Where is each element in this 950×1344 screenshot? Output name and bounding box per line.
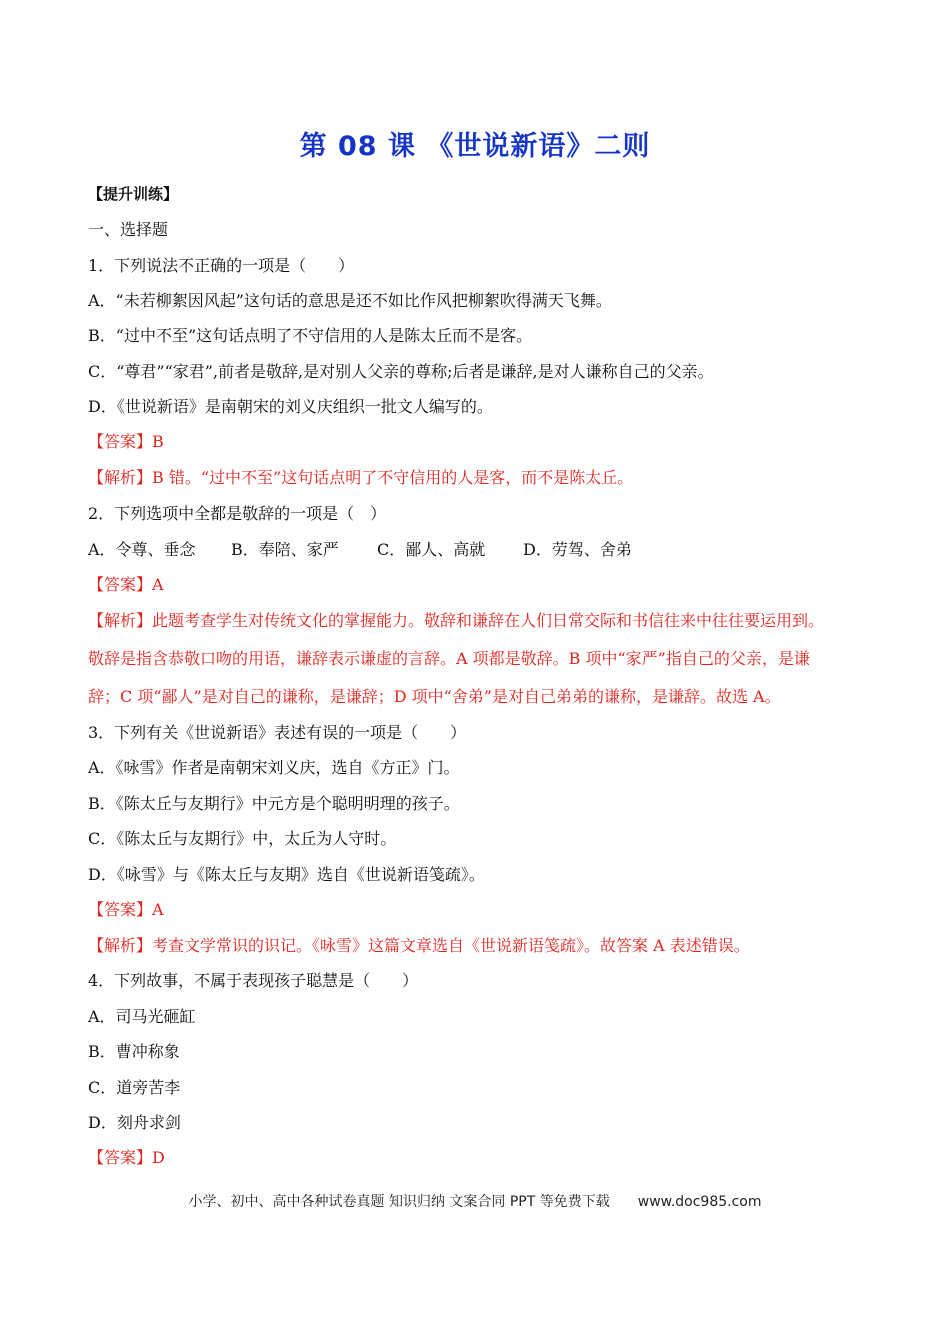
page-title: 第 08 课 《世说新语》二则 <box>299 131 651 162</box>
question-2-options <box>88 540 868 560</box>
question-2-option-b: B．奉陪、家严 <box>231 540 339 559</box>
question-4-stem: 4．下列故事，不属于表现孩子聪慧是（ ） <box>88 971 419 990</box>
question-3-option-d: D．《咏雪》与《陈太丘与友期》选自《世说新语笺疏》。 <box>88 865 485 884</box>
footer-site-link[interactable]: www.doc985.com <box>637 1194 762 1210</box>
question-1-option-d: D．《世说新语》是南朝宋的刘义庆组织一批文人编写的。 <box>88 397 493 416</box>
question-4-option-b: B．曹冲称象 <box>88 1042 180 1061</box>
question-2-analysis-line-2: 敬辞是指含恭敬口吻的用语，谦辞表示谦虚的言辞。A 项都是敬辞。B 项中“家严”指自己的父亲，是谦 <box>88 649 810 668</box>
question-3-stem: 3．下列有关《世说新语》表述有误的一项是（ ） <box>88 723 467 742</box>
question-4-option-a: A．司马光砸缸 <box>88 1007 196 1026</box>
section-heading: 【提升训练】 <box>88 185 179 203</box>
question-2-stem: 2．下列选项中全都是敬辞的一项是（ ） <box>88 504 387 523</box>
page-footer <box>0 1191 950 1211</box>
question-2-option-d: D．劳驾、舍弟 <box>523 540 632 559</box>
footer-text: 小学、初中、高中各种试卷真题 知识归纳 文案合同 PPT 等免费下载 <box>188 1194 610 1210</box>
question-1-option-c: C．“尊君”“家君”,前者是敬辞,是对别人父亲的尊称;后者是谦辞,是对人谦称自己的父亲。 <box>88 362 714 381</box>
question-1-analysis: 【解析】B 错。“过中不至”这句话点明了不守信用的人是客，而不是陈太丘。 <box>88 468 634 487</box>
question-1-option-a: A．“未若柳絮因风起”这句话的意思是还不如比作风把柳絮吹得满天飞舞。 <box>88 291 612 310</box>
question-1-answer: 【答案】B <box>88 432 164 451</box>
question-3-option-b: B．《陈太丘与友期行》中元方是个聪明明理的孩子。 <box>88 794 460 813</box>
question-1-stem: 1．下列说法不正确的一项是（ ） <box>88 256 355 275</box>
question-3-answer: 【答案】A <box>88 900 164 919</box>
part-heading: 一、选择题 <box>88 220 169 239</box>
question-4-answer: 【答案】D <box>88 1148 165 1167</box>
question-2-analysis-line-3: 辞；C 项“鄙人”是对自己的谦称，是谦辞；D 项中“舍弟”是对自己弟弟的谦称，是谦辞。故选 A。 <box>88 687 781 706</box>
question-4-option-d: D．刻舟求剑 <box>88 1113 181 1132</box>
question-2-option-a: A．令尊、垂念 <box>88 540 196 559</box>
question-3-option-a: A．《咏雪》作者是南朝宋刘义庆，选自《方正》门。 <box>88 758 460 777</box>
question-2-analysis-line-1: 【解析】此题考查学生对传统文化的掌握能力。敬辞和谦辞在人们日常交际和书信往来中往往要运用到。 <box>88 611 825 630</box>
question-2-option-c: C．鄙人、高就 <box>377 540 486 559</box>
question-1-option-b: B．“过中不至”这句话点明了不守信用的人是陈太丘而不是客。 <box>88 326 533 345</box>
question-3-analysis: 【解析】考查文学常识的识记。《咏雪》这篇文章选自《世说新语笺疏》。故答案 A 表述错误。 <box>88 936 750 955</box>
question-4-option-c: C．道旁苦李 <box>88 1078 181 1097</box>
question-2-answer: 【答案】A <box>88 575 164 594</box>
question-3-option-c: C．《陈太丘与友期行》中，太丘为人守时。 <box>88 829 397 848</box>
